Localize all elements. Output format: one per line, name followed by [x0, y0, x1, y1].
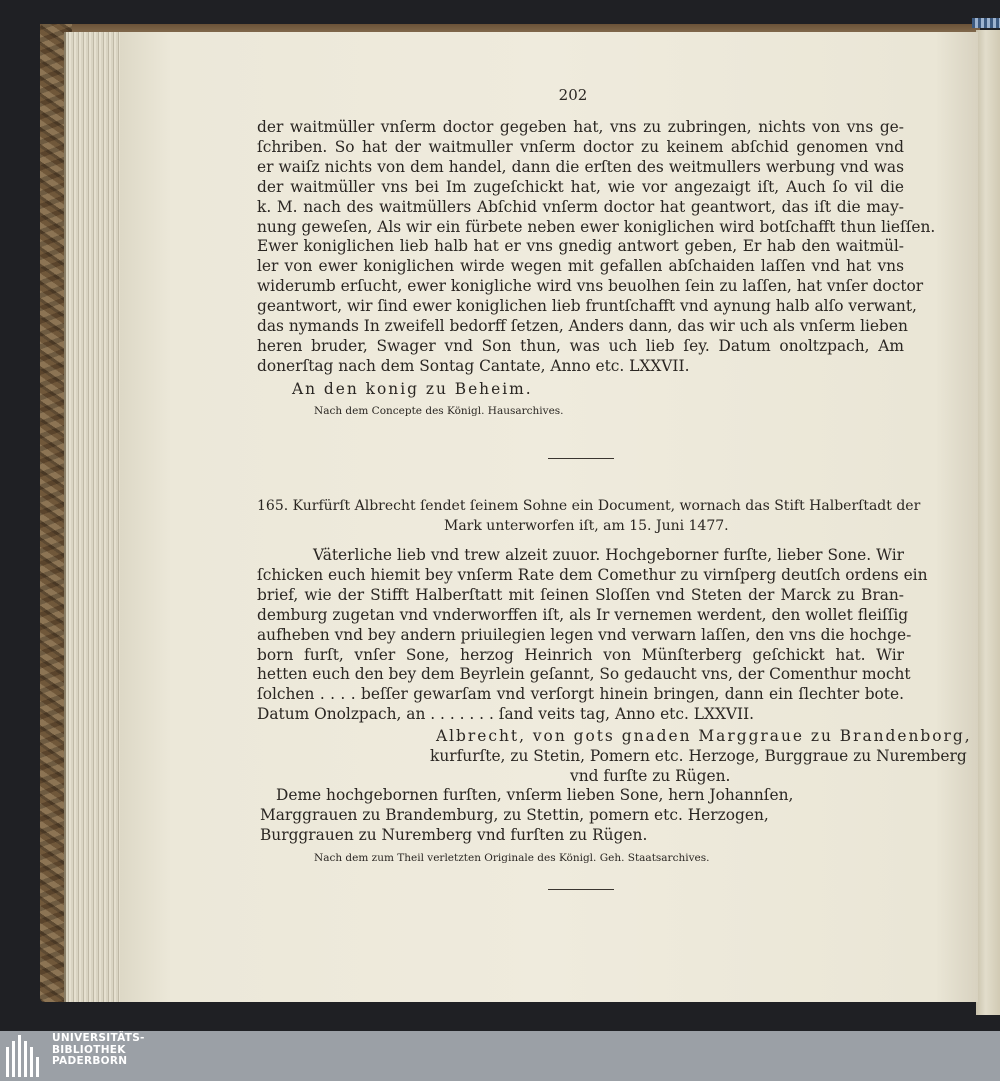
text-line: k. M. nach des waitmüllers Abſchid vnſerm doctor hat geantwort, das iſt die may- — [257, 197, 904, 216]
text-line: donerſtag nach dem Sontag Cantate, Anno etc. LXXVII. — [257, 356, 690, 375]
paragraph-1 — [257, 118, 936, 377]
address-1-text: An den konig zu Beheim. — [292, 380, 533, 398]
text-line: demburg zugetan vnd vnderworffen iſt, als Ir vernemen werdent, den wollet fleiſſig — [257, 605, 909, 624]
logo-line-2: BIBLIOTHEK — [52, 1043, 126, 1056]
text-line: heren bruder, Swager vnd Son thun, was uch lieb ſey. Datum onoltzpach, Am — [257, 336, 904, 355]
text-line: born furſt, vnſer Sone, herzog Heinrich von Münſterberg geſchickt hat. Wir — [257, 645, 904, 664]
section-divider-2 — [548, 889, 614, 890]
section-divider-1 — [548, 458, 614, 459]
text-line: nung geweſen, Als wir ein fürbete neben ewer koniglichen wird botſchafft thun lieſſen. — [257, 217, 936, 236]
color-calibration-strip — [972, 18, 1000, 28]
heading-line-2: Mark unterworfen iſt, am 15. Juni 1477. — [444, 517, 729, 534]
address-2-line-3: Burggrauen zu Nuremberg vnd furſten zu Rügen. — [260, 825, 648, 844]
library-footer-bar — [0, 1031, 1000, 1081]
text-line: aufheben vnd bey andern priuilegien legen vnd verwarn laſſen, den vns die hochge- — [257, 625, 912, 644]
signature-line-1: Albrecht, von gots gnaden Marggraue zu Brandenborg, — [436, 727, 972, 745]
next-page-edge — [976, 30, 1000, 1015]
address-2-line-2: Marggrauen zu Brandemburg, zu Stettin, pomern etc. Herzogen, — [260, 805, 769, 824]
text-line: ſchriben. So hat der waitmuller vnſerm doctor zu keinem abſchid genomen vnd — [257, 137, 904, 156]
text-line: das nymands In zweifell bedorff ſetzen, Anders dann, das wir uch als vnſerm lieben — [257, 317, 908, 336]
text-line: Väterliche lieb vnd trew alzeit zuuor. Hochgeborner furſte, lieber Sone. Wir — [313, 546, 904, 564]
text-line: ſchicken euch hiemit bey vnſerm Rate dem Comethur zu virnſperg deutſch ordens ein — [257, 565, 928, 584]
source-note-2: Nach dem zum Theil verletzten Originale des Königl. Geh. Staatsarchives. — [314, 852, 710, 864]
signature-block — [430, 727, 972, 787]
logo-line-3: PADERBORN — [52, 1055, 128, 1068]
text-line: hetten euch den bey dem Beyrlein geſannt, So gedaucht vns, der Comenthur mocht — [257, 665, 911, 684]
text-line: ler von ewer koniglichen wirde wegen mit gefallen abſchaiden laſſen vnd hat vns — [257, 257, 904, 276]
page-number: 202 — [558, 86, 588, 104]
source-note-1: Nach dem Concepte des Königl. Hausarchives. — [314, 405, 564, 417]
logo-line-1: UNIVERSITÄTS- — [52, 1032, 145, 1044]
address-1 — [292, 380, 692, 400]
text-line: geantwort, wir ſind ewer koniglichen lieb fruntſchafft vnd aynung halb alſo verwant, — [257, 297, 917, 316]
library-logo-icon — [6, 1035, 46, 1077]
text-line: brief, wie der Stifft Halberſtatt mit ſeinen Sloſſen vnd Steten der Marck zu Bran- — [257, 585, 904, 604]
paragraph-2 — [257, 546, 928, 725]
address-2 — [260, 786, 836, 846]
address-2-line-1: Deme hochgebornen furſten, vnſerm lieben Sone, hern Johannſen, — [276, 786, 794, 804]
signature-line-2: kurfurſte, zu Stetin, Pomern etc. Herzoge, Burggraue zu Nuremberg — [430, 746, 967, 765]
text-line: Ewer koniglichen lieb halb hat er vns gnedig antwort geben, Er hab den waitmül- — [257, 237, 904, 256]
text-line: der waitmüller vns bei Im zugeſchickt hat, wie vor angezaigt iſt, Auch ſo vil die — [257, 177, 904, 196]
signature-line-3: vnd furſte zu Rügen. — [570, 766, 731, 785]
text-line: Datum Onolzpach, an . . . . . . . ſand veits tag, Anno etc. LXXVII. — [257, 705, 755, 724]
text-line: widerumb erſucht, ewer konigliche wird vns beuolhen ſein zu laſſen, hat vnſer doctor — [257, 277, 924, 296]
library-logo-text — [52, 1033, 145, 1068]
heading-line-1: 165. Kurfürſt Albrecht ſendet ſeinem Sohne ein Document, wornach das Stift Halberſtadt der — [257, 498, 921, 514]
text-line: der waitmüller vnſerm doctor gegeben hat, vns zu zubringen, nichts von vns ge- — [257, 118, 904, 136]
text-line: er waiſz nichts von dem handel, dann die erſten des weitmullers werbung vnd was — [257, 157, 904, 176]
text-line: ſolchen . . . . beſſer gewarſam vnd verſorgt hinein bringen, dann ein ſlechter bote. — [257, 685, 904, 704]
document-heading — [257, 497, 921, 536]
